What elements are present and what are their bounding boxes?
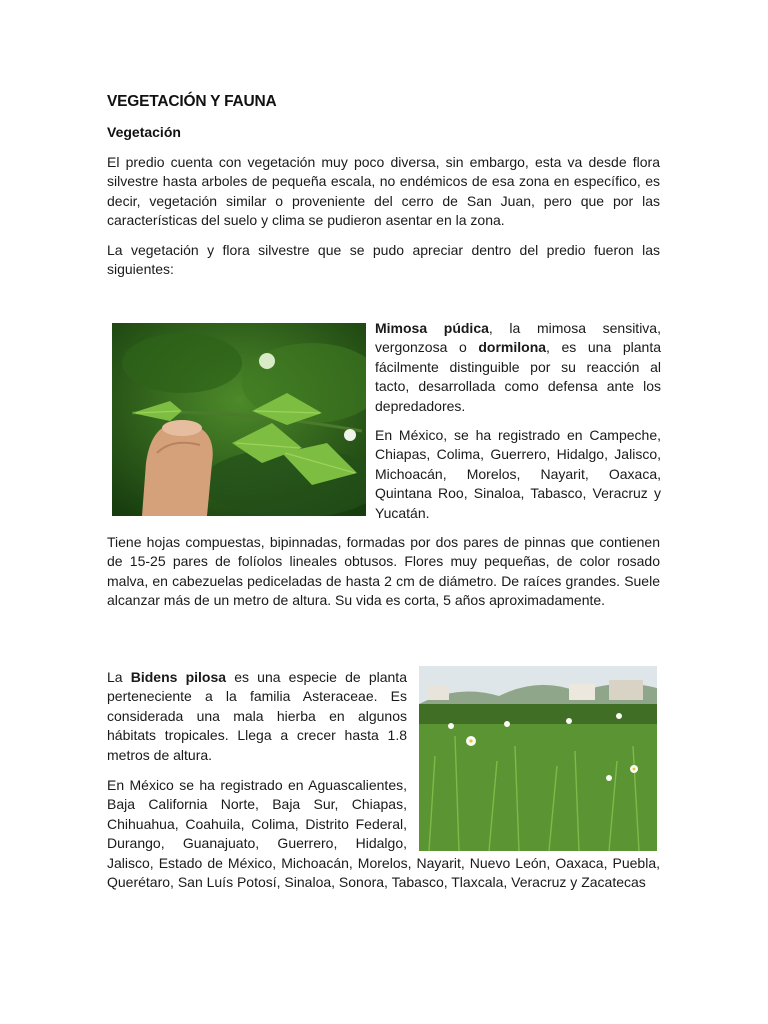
bidens-distribution-text: En México se ha registrado en Aguascalientes, Baja California Norte, Baja Sur, Chiapas, Chihuahua, Coahuila, Colima, Distrito Federal, Durango, Guanajuato, Guerrero, Hidalgo, Jalisco, Estado de México, Michoacán, Morelos, Nayarit, Nuevo León, Oaxaca, Puebla, Querétaro, San Luís Potosí, Sinaloa, Sonora, Tabasco, Tlaxcala, Veracruz y Zacatecas [107, 777, 660, 891]
bidens-lead: La [107, 669, 131, 685]
mimosa-photo [112, 323, 366, 516]
bidens-distribution [107, 776, 660, 892]
bidens-intro [107, 668, 660, 778]
mimosa-name-2: dormilona [478, 339, 547, 356]
mimosa-text-b: , es una planta fácilmente distinguible por su reacción al tacto, desarrollada como defensa ante los depredadores. [375, 339, 661, 414]
bidens-text: es una especie de planta perteneciente a la familia Asteraceae. Es considerada una mala hierba en algunos hábitats tropicales. Llega a crecer hasta 1.8 metros de altura. [107, 669, 407, 763]
bidens-name: Bidens pilosa [130, 669, 227, 685]
mimosa-text-a: , la mimosa sensitiva, vergonzosa o [375, 320, 661, 356]
mimosa-intro [375, 319, 661, 416]
subsection-title: Vegetación [107, 124, 181, 140]
intro-paragraph-2: La vegetación y flora silvestre que se pudo apreciar dentro del predio fueron las siguientes: [107, 242, 660, 278]
intro-paragraph: El predio cuenta con vegetación muy poco diversa, sin embargo, esta va desde flora silvestre hasta arboles de pequeña escala, no endémicos de esa zona en específico, es decir, vegetación similar o proveniente del cerro de San Juan, pero que por las características del suelo y clima se pudieron asentar en la zona. [107, 154, 660, 229]
mimosa-name: Mimosa púdica [375, 320, 489, 336]
mimosa-description [375, 319, 661, 523]
mimosa-details: Tiene hojas compuestas, bipinnadas, formadas por dos pares de pinnas que contienen de 15-25 pares de folíolos lineales obtusos. Flores muy pequeñas, de color rosado malva, en cabezuelas pediceladas de hasta 2 cm de diámetro. De raíces grandes. Suele alcanzar más de un metro de altura. Su vida es corta, 5 años aproximadamente. [107, 534, 660, 609]
mimosa-distribution: En México, se ha registrado en Campeche, Chiapas, Colima, Guerrero, Hidalgo, Jalisco, Michoacán, Morelos, Nayarit, Oaxaca, Quintana Roo, Sinaloa, Tabasco, Veracruz y Yucatán. [375, 427, 661, 521]
section-title: VEGETACIÓN Y FAUNA [107, 93, 277, 110]
